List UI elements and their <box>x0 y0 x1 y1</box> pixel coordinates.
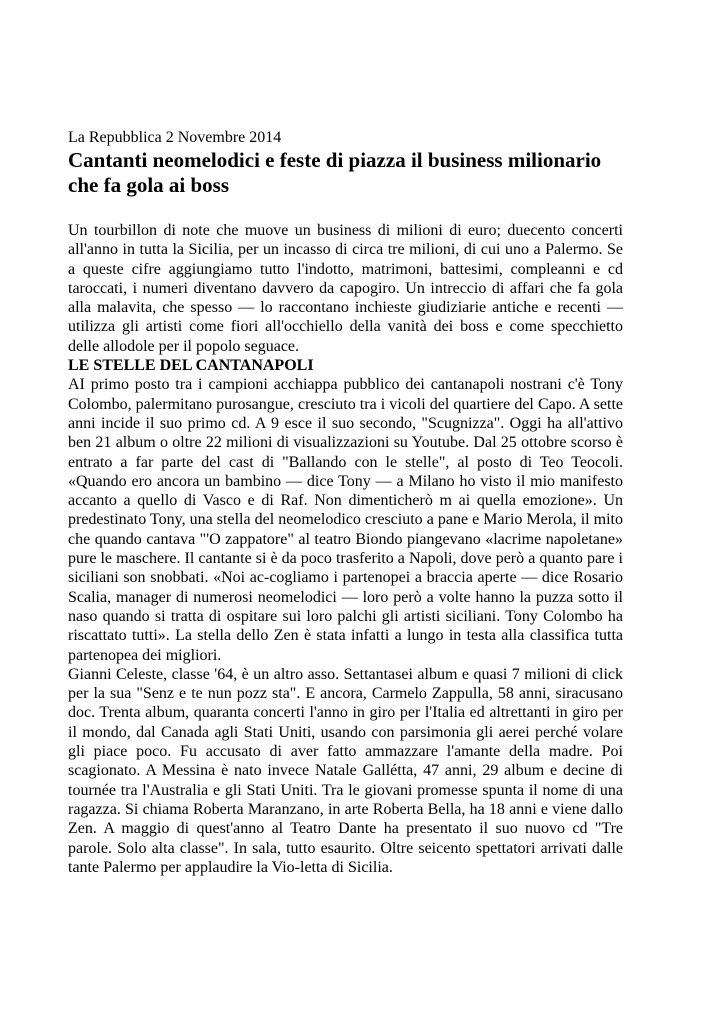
intro-paragraph: Un tourbillon di note che muove un business di milioni di euro; duecento concerti all'anno in tutta la Sicilia, per un incasso di circa tre milioni, di cui uno a Palermo. Se a queste cifre aggiungiamo tutto l'indotto, matrimoni, battesimi, compleanni e cd taroccati, i numeri diventano davvero da capogiro. Un intreccio di affari che fa gola alla malavita, che spesso — lo raccontano inchieste giudiziarie antiche e recenti — utilizza gli artisti come fiori all'occhiello della vanità dei boss e come specchietto delle allodole per il popolo seguace. <box>68 222 623 355</box>
article-body <box>68 221 623 877</box>
body-paragraph-2: Gianni Celeste, classe '64, è un altro asso. Settantasei album e quasi 7 milioni di click per la sua "Senz e te nun pozz sta". E ancora, Carmelo Zappulla, 58 anni, siracusano doc. Trenta album, quaranta concerti l'anno in giro per l'Italia ed altrettanti in giro per il mondo, dal Canada agli Stati Uniti, usando con parsimonia gli aerei perché volare gli piace poco. Fu accusato di aver fatto ammazzare l'amante della madre. Poi scagionato. A Messina è nato invece Natale Gallétta, 47 anni, 29 album e decine di tournée tra l'Australia e gli Stati Uniti. Tra le giovani promesse spunta il nome di una ragazza. Si chiama Roberta Maranzano, in arte Roberta Bella, ha 18 anni e viene dallo Zen. A maggio di quest'anno al Teatro Dante ha presentato il suo nuovo cd "Tre parole. Solo alta classe". In sala, tutto esaurito. Oltre seicento spettatori arrivati dalle tante Palermo per applaudire la Vio-letta di Sicilia. <box>68 665 623 876</box>
body-paragraph-1: AI primo posto tra i campioni acchiappa pubblico dei cantanapoli nostrani c'è Tony Colombo, palermitano purosangue, cresciuto tra i vicoli del quartiere del Capo. A sette anni incide il suo primo cd. A 9 esce il suo secondo, "Scugnizza". Oggi ha all'attivo ben 21 album o oltre 22 milioni di visualizzazioni su Youtube. Dal 25 ottobre scorso è entrato a far parte del cast di "Ballando con le stelle", al posto di Teo Teocoli. «Quando ero ancora un bambino — dice Tony — a Milano ho visto il mio manifesto accanto a quello di Vasco e di Raf. Non dimenticherò m ai quella emozione». Un predestinato Tony, una stella del neomelodico cresciuto a pane e Mario Merola, il mito che quando cantava "'O zappatore" al teatro Biondo piangevano «lacrime napoletane» pure le maschere. Il cantante si è da poco trasferito a Napoli, dove però a quanto pare i siciliani son snobbati. «Noi ac-cogliamo i partenopei a braccia aperte — dice Rosario Scalia, manager di numerosi neomelodici — loro però a volte hanno la puzza sotto il naso quando si tratta di ospitare sui loro palchi gli artisti siciliani. Tony Colombo ha riscattato tutti». La stella dello Zen è stata infatti a lungo in testa alla classifica tutta partenopea dei migliori. <box>68 376 623 664</box>
document-page <box>68 128 623 877</box>
article-headline: Cantanti neomelodici e feste di piazza il business milionario che fa gola ai boss <box>68 148 602 197</box>
section-subheading: LE STELLE DEL CANTANAPOLI <box>68 357 314 375</box>
source-line: La Repubblica 2 Novembre 2014 <box>68 129 282 146</box>
